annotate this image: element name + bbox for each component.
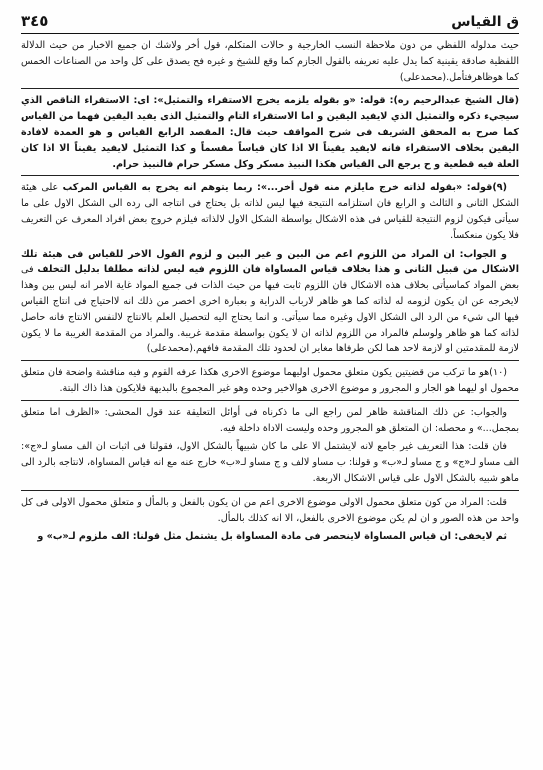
paragraph-text: على هيئة الشكل الثانى و الثالث و الرابع فان استلزامه النتيجة فيها ليس لذاته بل يحتاج فى انتاجه الى رده الى الشكل الاول على ما سيأتى فيكون لزوم النتيجة للقياس فى هذه الاشكال بواسطة الشكل الاول لالذاته فيلزم خروج بعض افراد المعرف عن التعريف فلا يكون منعكساً. <box>21 182 519 241</box>
page-header <box>21 8 519 30</box>
paragraph <box>21 495 519 527</box>
paragraph <box>21 439 519 490</box>
paragraph-lead: (قال الشيخ عبدالرحيم ره): قوله: «و بقوله يلزمه يخرج الاستقراء والتمثيل»: اى: الاستقراء الناقص <box>46 95 519 107</box>
paragraph <box>21 529 519 545</box>
paragraph-text: فان قلت: هذا التعريف غير جامع لانه لايشتمل الا على ما كان شبيهاً بالشكل الاول، فقولنا فى اثبات ان الف مساو لـ«ج»: الف مساو لـ«ج» و ج مساو لـ«ب» و قولنا: ب مساو لالف و ج مساو لـ«ب» خارج عنه مع انه قياس المساواة، لانتاجه بالرد الى ماهو شبيه بالشكل الاول على قياس الاشكال الاربعة. <box>21 441 519 484</box>
paragraph-text: قلت: المراد من كون متعلق محمول الاولى موضوع الاخرى اعم من ان يكون بالفعل و بالمأل و متعلق محمول الاولى فى كل واحد من هذه الصور و ان لم يكن موضوع الاخرى بالفعل، الا انه كذلك بالمأل. <box>21 496 519 524</box>
paragraph <box>21 38 519 89</box>
paragraph <box>21 247 519 362</box>
commentary-body <box>21 38 519 548</box>
paragraph <box>21 93 519 176</box>
paragraph-text: ثم لايخفى: ان قياس المساواة لاينحصر فى مادة المساواة بل يشتمل مثل قولنا: الف ملزوم لـ«ب» و <box>37 531 507 543</box>
paragraph-text: فى بعض المواد كماسيأتى بخلاف هذه الاشكال فان اللزوم ثابت فيها من حيث الذات فى جميع المواد غاية الامر انه ليس بين وهذا لايخرجه عن ان يكون لزومه له لذاته كما هو ظاهر لارباب الدراية و بعبارة اخرى اخصر من ذلك انه لااحتياج فى انتاج القياس فيها الى شيء من الرد الى الشكل الاول وغيره مما سيأتى. و انما يحتاج اليه لتحصيل العلم بالانتاج لالنفس الانتاج فانه حاصل لذاته كما هو ظاهر ولوسلم فالمراد من اللزوم لذاته ان لا يكون بواسطة مقدمة غريبة. والمراد من المقدمة الغريبة ما لا يكون لازمة للمقدمتين او لازمة لاحد هما لكن طرفاها مغاير ان لحدود تلك المقدمة فافهم.(محمدعلى) <box>21 264 519 355</box>
running-title: ق القياس <box>451 14 519 30</box>
paragraph-lead: (٩)قوله: «بقوله لذاته خرج مايلزم منه قول أخر...»: ربما يتوهم انه يخرج به القياس المركب <box>62 182 507 194</box>
paragraph-lead: و الجواب: ان المراد من اللزوم اعم من البين و غير البين و لزوم القول الاخر للقياس فى هيئة تلك الاشكال من قبيل الثانى و هذا بخلاف قياس المساواة فان اللزوم فيه ليس لذاته مطلقا بدليل التخلف <box>21 248 519 276</box>
paragraph-text: والجواب: عن ذلك المناقشة ظاهر لمن راجع الى ما ذكرناه فى أوائل التعليقة عند قول المحشى: «الظرف اما متعلق بمجمل...» و محصله: ان المتعلق هو المجرور وحده وليست الاداة داخلة فيه. <box>21 406 519 434</box>
paragraph <box>21 365 519 401</box>
paragraph <box>21 405 519 437</box>
paragraph <box>21 180 519 243</box>
paragraph-text: حيث مدلوله اللفظي من دون ملاحظة النسب الخارجية و حالات المتكلم، قول أخر ولاشك ان جميع الاخبار من حيث الدلالة اللفظية صادقة يقينية كما يدل عليه تعريفه بالقول الجازم كما وقع للشيخ و غيره فح يصدق على كل واحد من الصناعات الخمس كما هوظاهرفتأمل.(محمدعلى) <box>21 40 519 83</box>
paragraph-text: (١٠)هو ما تركب من قضيتين يكون متعلق محمول اوليهما موضوع الاخرى هكذا عرفه القوم و فيه مناقشة واضحة فان متعلق محمول او ليهما هو الجار و المجرور و موضوع الاخرى هوالاخير وحده وهو غير المجموع بالبديهة فلايكون هذا ذاك البتة. <box>21 367 519 394</box>
paragraph-text: الذي سيجيء ذكره والتمثيل الذي لايفيد اليقين و اما الاستقراء التام والتمثيل الذى يفيد اليقين فهما من القياس كما صرح به المحقق الشريف فى شرح المواقف حيث قال: المقصد الرابع القياس و هو العمدة لافادة اليقين بخلاف الاستقراء فانه لايفيد يقيناً الا اذا كان قياساً مقسماً و كذا التمثيل لايفيد يقيناً الا اذا كان العلة فيه قطعية و ح يرجع الى القياس هكذا النبيذ مسكر وكل مسكر حرام فالنبيذ حرام. <box>21 95 519 170</box>
page-number: ٣٤٥ <box>21 12 49 30</box>
header-divider <box>21 33 519 34</box>
